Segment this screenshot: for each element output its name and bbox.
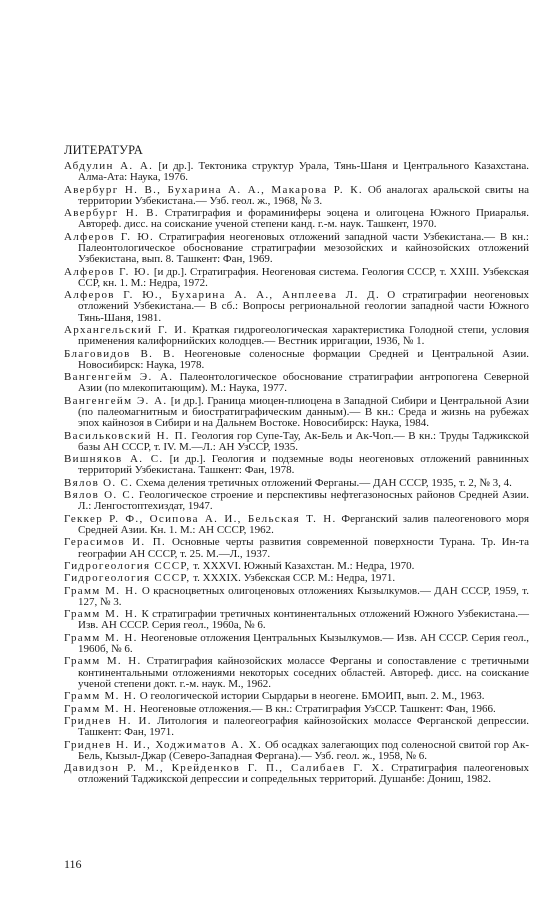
reference-text: т. XXXIX. Узбекская ССР. М.: Недра, 1971. xyxy=(190,572,396,585)
reference-entry xyxy=(64,161,529,183)
reference-author: Вангенгейм Э. А. xyxy=(64,394,168,407)
reference-author: Архангельский Г. И. xyxy=(64,323,188,336)
reference-text: О геологической истории Сырдарьи в неогене. БМОИП, вып. 2. М., 1963. xyxy=(137,690,485,703)
reference-list xyxy=(64,161,529,787)
reference-text: Стратиграфия неогеновых отложений западной части Узбекистана.— В кн.: Палеонтологическое обоснование стратиграфии мезозойских и кайнозойских отложений Узбекистана, вып. 8. Ташкент: Фан, 1969. xyxy=(78,230,529,266)
reference-author: Вялов О. С. xyxy=(64,489,136,502)
reference-entry xyxy=(64,633,529,655)
reference-text: Палеонтологическое обоснование стратиграфии антропогена Северной Азии (по млекопитающим). М.: Наука, 1977. xyxy=(78,371,529,395)
reference-entry xyxy=(64,691,529,702)
reference-author: Давидзон Р. М., Крейденков Г. П., Салибаев Г. Х. xyxy=(64,762,385,775)
reference-author: Васильковский Н. П. xyxy=(64,429,188,442)
reference-entry xyxy=(64,454,529,476)
reference-text: Неогеновые отложения.— В кн.: Стратиграфия УзССР. Ташкент: Фан, 1966. xyxy=(137,702,496,715)
reference-entry xyxy=(64,763,529,785)
reference-entry xyxy=(64,431,529,453)
reference-text: Основные черты развития современной поверхности Турана. Тр. Ин-та географии АН СССР, т. 25. М.—Л., 1937. xyxy=(78,536,529,560)
reference-text: Об осадках залегающих под соленосной свитой гор Ак-Бель, Кызыл-Джар (Северо-Западная Фергана).— Узб. геол. ж., 1958, № 6. xyxy=(78,738,530,762)
reference-entry xyxy=(64,704,529,715)
reference-author: Гриднев Н. И. xyxy=(64,715,152,728)
page-heading: ЛИТЕРАТУРА xyxy=(64,143,143,157)
reference-entry xyxy=(64,349,529,371)
reference-entry xyxy=(64,396,529,430)
reference-entry xyxy=(64,586,529,608)
reference-author: Вангенгейм Э. А. xyxy=(64,371,174,384)
reference-author: Вишняков А. С. xyxy=(64,453,164,466)
reference-entry xyxy=(64,478,529,489)
reference-author: Алферов Г. Ю. xyxy=(64,265,151,278)
reference-entry xyxy=(64,290,529,324)
reference-text: т. XXXVI. Южный Казахстан. М.: Недра, 1970. xyxy=(190,559,415,572)
reference-entry xyxy=(64,537,529,559)
reference-author: Авербург Н. В. xyxy=(64,207,159,220)
reference-entry xyxy=(64,609,529,631)
reference-entry xyxy=(64,208,529,230)
reference-text: [и др.]. Граница миоцен-плиоцена в Западной Сибири и Центральной Азии (по палеомагнитным и биостратиграфическим данным).— В кн.: Среда и жизнь на рубежах эпох кайнозоя в Сибири и на Дальнем Востоке. Новосибирск: Наука, 1984. xyxy=(78,394,529,430)
reference-author: Алферов Г. Ю., Бухарина А. А., Анплеева Л. Д. xyxy=(64,289,380,302)
reference-text: [и др.]. Стратиграфия. Неогеновая система. Геология СССР, т. XXIII. Узбекская ССР, кн. 1. М.: Недра, 1972. xyxy=(78,265,529,289)
reference-text: Стратиграфия кайнозойских молассе Ферганы и сопоставление с третичными континентальными отложениями некоторых соседних областей. Автореф. дисс. на соискание ученой степени докт. г.-м. наук. М., 1962. xyxy=(78,655,529,690)
reference-entry xyxy=(64,740,529,762)
reference-text: Ферганский залив палеогенового моря Средней Азии. Кн. 1. М.: АН СССР, 1962. xyxy=(78,512,529,536)
reference-text: Неогеновые соленосные формации Средней и Центральной Азии. Новосибирск: Наука, 1978. xyxy=(78,347,529,371)
reference-author: Вялов О. С. xyxy=(64,476,134,489)
reference-entry xyxy=(64,232,529,266)
reference-author: Грамм М. Н. xyxy=(64,690,137,703)
reference-author: Герасимов И. П. xyxy=(64,536,167,549)
reference-author: Абдулин А. А. xyxy=(64,160,154,172)
reference-text: Неогеновые отложения Центральных Кызылкумов.— Изв. АН СССР. Серия геол., 1960б, № 6. xyxy=(78,631,529,656)
reference-text: [и др.]. Геология и подземные воды неогеновых отложений равнинных территорий Узбекистана. Ташкент: Фан, 1978. xyxy=(78,453,529,477)
reference-entry xyxy=(64,325,529,347)
reference-entry xyxy=(64,514,529,536)
reference-text: К стратиграфии третичных континентальных отложений Южного Узбекистана.— Изв. АН СССР. Серия геол., 1960а, № 6. xyxy=(78,608,529,632)
reference-text: Краткая гидрогеологическая характеристика Голодной степи, условия применения калифорнийских колодцев.— Вестник ирригации, 1936, № 1. xyxy=(78,323,529,348)
reference-author: Грамм М. Н. xyxy=(64,584,139,597)
reference-entry xyxy=(64,185,529,207)
reference-author: Гидрогеология СССР, xyxy=(64,572,191,585)
reference-author: Авербург Н. В., Бухарина А. А., Макарова Р. К. xyxy=(64,183,363,196)
reference-text: Стратиграфия палеогеновых отложений Таджикской депрессии и сопредельных территорий. Душанбе: Дониш, 1982. xyxy=(78,762,529,786)
reference-author: Алферов Г. Ю. xyxy=(64,230,155,243)
reference-author: Грамм М. Н. xyxy=(64,631,138,644)
reference-text: О красноцветных олигоценовых отложениях Кызылкумов.— ДАН СССР, 1959, т. 127, № 3. xyxy=(78,584,529,608)
reference-author: Геккер Р. Ф., Осипова А. И., Бельская Т. Н. xyxy=(64,512,337,525)
reference-text: [и др.]. Тектоника структур Урала, Тянь-Шаня и Центрального Казахстана. Алма-Ата: Наука, 1976. xyxy=(78,160,529,184)
reference-entry xyxy=(64,267,529,289)
reference-author: Гриднев Н. И., Ходжиматов А. Х. xyxy=(64,738,262,751)
reference-text: Стратиграфия и фораминиферы эоцена и олигоцена Южного Приаралья. Автореф. дисс. на соискание ученой степени канд. г.-м. наук. Ташкент, 1970. xyxy=(78,207,529,231)
page-number: 116 xyxy=(64,857,82,871)
reference-author: Благовидов В. В. xyxy=(64,347,176,360)
reference-text: Об аналогах аральской свиты на территории Узбекистана.— Узб. геол. ж., 1968, № 3. xyxy=(78,183,529,207)
reference-entry xyxy=(64,656,529,690)
reference-text: Геология гор Супе-Тау, Ак-Бель и Ак-Чоп.— В кн.: Труды Таджикской базы АН СССР, т. IV. М.—Л.: АН УзССР, 1935. xyxy=(78,429,530,453)
reference-entry xyxy=(64,716,529,738)
reference-author: Грамм М. Н. xyxy=(64,702,137,715)
reference-text: Геологическое строение и перспективы нефтегазоносных районов Средней Азии. Л.: Ленгостоптехиздат, 1947. xyxy=(78,489,529,513)
reference-entry xyxy=(64,561,529,572)
reference-author: Грамм М. Н. xyxy=(64,655,142,668)
reference-entry xyxy=(64,573,529,584)
reference-text: О стратиграфии неогеновых отложений Узбекистана.— В сб.: Вопросы регриональной геологии западной части Южного Тянь-Шаня, 1981. xyxy=(78,289,529,324)
reference-entry xyxy=(64,490,529,512)
reference-author: Гидрогеология СССР, xyxy=(64,559,191,572)
reference-text: Литология и палеогеография кайнозойских молассе Ферганской депрессии. Ташкент: Фан, 1971. xyxy=(78,715,529,739)
reference-author: Грамм М. Н. xyxy=(64,608,139,621)
reference-text: Схема деления третичных отложений Ферганы.— ДАН СССР, 1935, т. 2, № 3, 4. xyxy=(133,476,512,489)
reference-entry xyxy=(64,372,529,394)
